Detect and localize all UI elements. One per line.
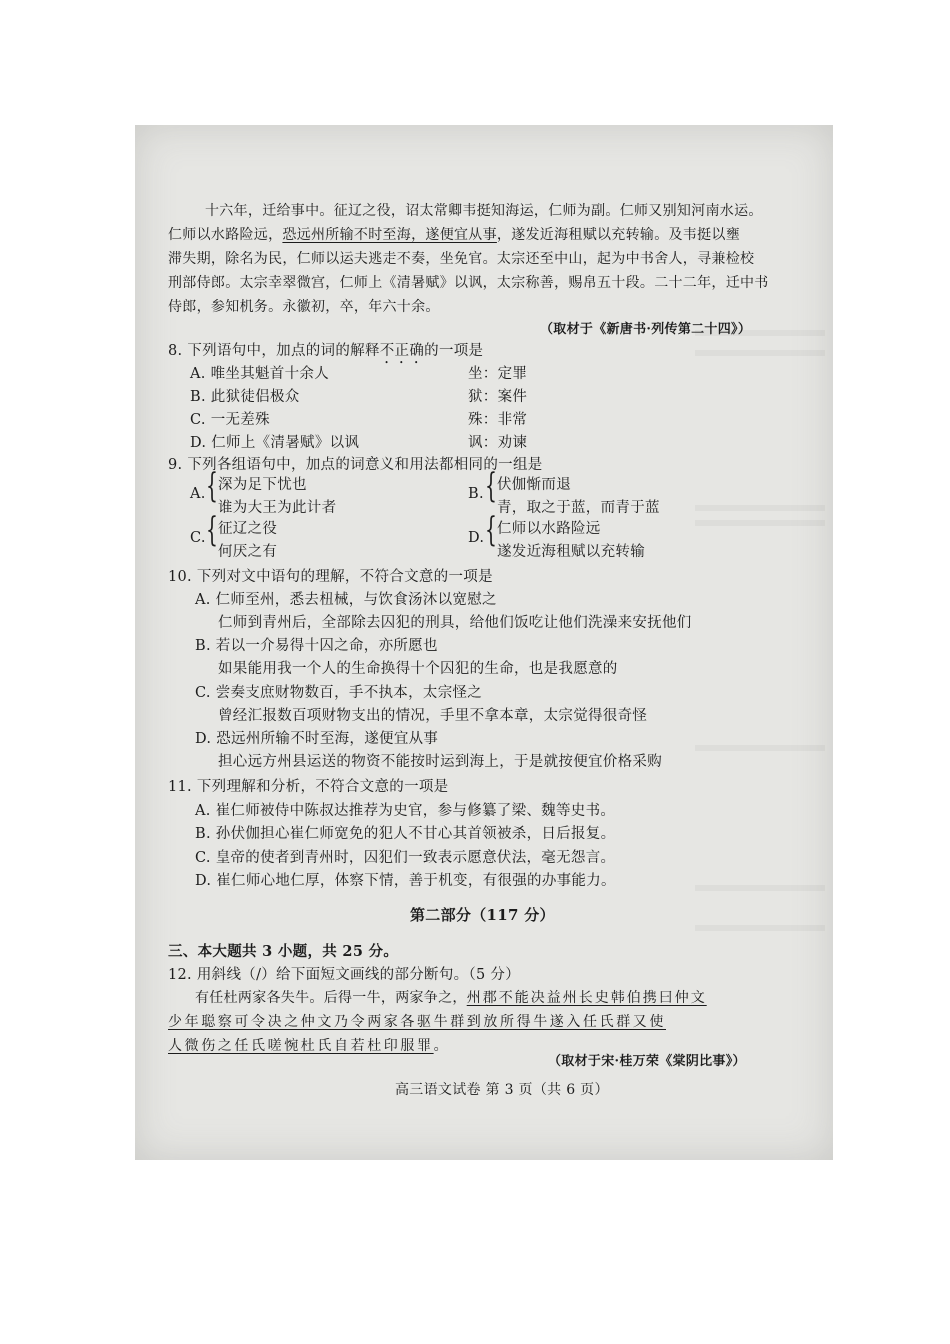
passage-line bbox=[168, 224, 740, 244]
bleed-through-mark bbox=[695, 520, 825, 526]
bleed-through-mark bbox=[695, 885, 825, 891]
q9-b-line2: 青，取之于蓝，而青于蓝 bbox=[497, 500, 660, 516]
q11-item-b: B. 孙伏伽担心崔仁师宽免的犯人不甘心其首领被杀，日后报复。 bbox=[195, 826, 616, 842]
q12-stem: 12. 用斜线（/）给下面短文画线的部分断句。（5 分） bbox=[168, 967, 521, 983]
q9-d-line2: 遂发近海租赋以充转输 bbox=[497, 544, 645, 560]
underlined-sentence: 恐远州所输不时至海，遂便宜从事 bbox=[282, 227, 497, 243]
passage-line: 侍郎，参知机务。永徽初，卒，年六十余。 bbox=[168, 299, 440, 315]
q8-option-b: B. 此狱徒侣极众 bbox=[190, 389, 300, 405]
q8-gloss-b: 狱：案件 bbox=[468, 389, 528, 405]
q12-text: 有任杜两家各失牛。后得一牛，两家争之， bbox=[195, 990, 467, 1006]
q9-d-line1: 仁师以水路险远 bbox=[497, 521, 601, 537]
section-three-heading: 三、本大题共 3 小题，共 25 分。 bbox=[168, 943, 399, 960]
q10-item-c-translation: 曾经汇报数百项财物支出的情况，手里不拿本章，太宗觉得很奇怪 bbox=[218, 708, 648, 724]
q12-source: （取材于宋·桂万荣《棠阴比事》） bbox=[548, 1054, 746, 1069]
q8-option-d: D. 仁师上《清暑赋》以讽 bbox=[190, 435, 360, 451]
q10-stem: 10. 下列对文中语句的理解，不符合文意的一项是 bbox=[168, 569, 493, 585]
left-brace-icon: { bbox=[485, 510, 497, 550]
bleed-through-mark bbox=[695, 925, 825, 931]
q11-item-c: C. 皇帝的使者到青州时，囚犯们一致表示愿意伏法，毫无怨言。 bbox=[195, 850, 616, 866]
passage-line: 十六年，迁给事中。征辽之役，诏太常卿韦挺知海运，仁师为副。仁师又别知河南水运。 bbox=[205, 203, 763, 219]
q9-label-d: D. bbox=[468, 530, 485, 546]
q9-label-c: C. bbox=[190, 530, 206, 546]
q10-item-b: B. 若以一介易得十囚之命，亦所愿也 bbox=[195, 638, 438, 654]
q10-item-d: D. 恐远州所输不时至海，遂便宜从事 bbox=[195, 731, 439, 747]
q8-emphasis: 不正确 bbox=[379, 343, 425, 359]
left-brace-icon: { bbox=[485, 466, 497, 506]
bleed-through-mark bbox=[695, 505, 825, 511]
q8-option-c: C. 一无差殊 bbox=[190, 412, 270, 428]
q12-passage-line bbox=[195, 987, 707, 1007]
q8-gloss-c: 殊：非常 bbox=[468, 412, 528, 428]
passage-source: （取材于《新唐书·列传第二十四》） bbox=[540, 322, 752, 337]
q10-item-c: C. 尝奏支庶财物数百，手不执本，太宗怪之 bbox=[195, 685, 483, 701]
left-brace-icon: { bbox=[206, 466, 218, 506]
q12-passage-line bbox=[168, 1035, 448, 1055]
q12-underlined-text: 少年聪察可令决之仲文乃令两家各驱牛群到放所得牛遂入任氏群又使 bbox=[168, 1014, 666, 1030]
passage-line: 滞失期，除名为民，仁师以运夫逃走不奏，坐免官。太宗还至中山，起为中书舍人，寻兼检校 bbox=[168, 251, 755, 267]
q11-item-a: A. 崔仁师被侍中陈叔达推荐为史官，参与修纂了梁、魏等史书。 bbox=[195, 803, 616, 819]
bleed-through-mark bbox=[695, 350, 825, 356]
q9-c-line2: 何厌之有 bbox=[218, 544, 278, 560]
q12-underlined-text: 州郡不能决益州长史韩伯携曰仲文 bbox=[466, 990, 707, 1006]
page-footer: 高三语文试卷 第 3 页（共 6 页） bbox=[395, 1082, 609, 1098]
passage-line: 刑部侍郎。太宗幸翠微宫，仁师上《清暑赋》以讽，太宗称善，赐帛五十段。二十二年，迁中书 bbox=[168, 275, 769, 291]
q9-label-b: B. bbox=[468, 486, 484, 502]
q9-label-a: A. bbox=[190, 486, 206, 502]
q10-item-d-translation: 担心远方州县运送的物资不能按时运到海上，于是就按便宜价格采购 bbox=[218, 754, 662, 770]
bleed-through-mark bbox=[695, 745, 825, 751]
passage-text: 仁师以水路险远， bbox=[168, 227, 283, 243]
q9-a-line2: 谁为大王为此计者 bbox=[218, 500, 337, 516]
q11-stem: 11. 下列理解和分析，不符合文意的一项是 bbox=[168, 779, 449, 795]
q9-stem: 9. 下列各组语句中，加点的词意义和用法都相同的一组是 bbox=[168, 457, 543, 473]
q10-item-a: A. 仁师至州，悉去杻械，与饮食汤沐以宽慰之 bbox=[195, 592, 497, 608]
q12-underlined-text: 人微伤之任氏嗟惋杜氏自若杜印服罪 bbox=[168, 1038, 434, 1054]
q10-item-a-translation: 仁师到青州后，全部除去囚犯的刑具，给他们饭吃让他们洗澡来安抚他们 bbox=[218, 615, 692, 631]
left-brace-icon: { bbox=[206, 510, 218, 550]
passage-text: ，遂发近海租赋以充转输。及韦挺以壅 bbox=[496, 227, 741, 243]
q8-option-a: A. 唯坐其魁首十余人 bbox=[190, 366, 329, 382]
q8-stem-text: 的一项是 bbox=[424, 343, 484, 359]
part-two-heading: 第二部分（117 分） bbox=[410, 906, 555, 924]
q10-item-b-translation: 如果能用我一个人的生命换得十个囚犯的生命，也是我愿意的 bbox=[218, 661, 618, 677]
q8-gloss-d: 讽：劝谏 bbox=[468, 435, 528, 451]
q9-a-line1: 深为足下忧也 bbox=[218, 477, 307, 493]
q11-item-d: D. 崔仁师心地仁厚，体察下情，善于机变，有很强的办事能力。 bbox=[195, 873, 616, 889]
q9-c-line1: 征辽之役 bbox=[218, 521, 278, 537]
q8-gloss-a: 坐：定罪 bbox=[468, 366, 528, 382]
q12-text: 。 bbox=[433, 1038, 448, 1054]
q8-stem-text: 8. 下列语句中，加点的词的解释 bbox=[168, 343, 380, 359]
q9-b-line1: 伏伽惭而退 bbox=[497, 477, 571, 493]
